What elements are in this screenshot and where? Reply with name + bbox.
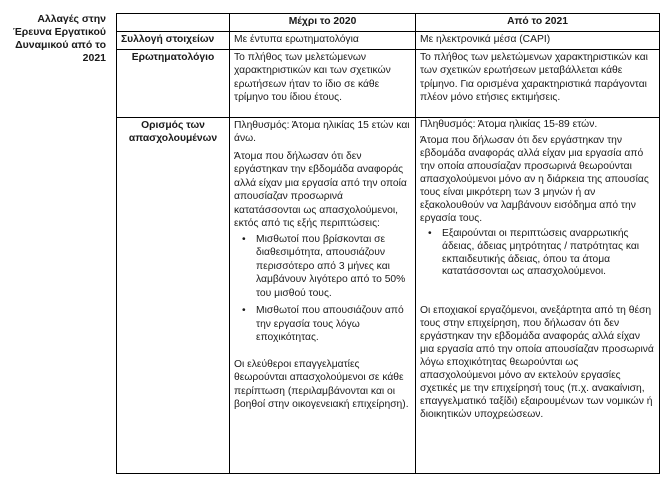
row-label-line: Ορισμός των <box>141 119 205 131</box>
cell-before-questionnaire: Το πλήθος των μελετώμενων χαρακτηριστικών και των σχετικών ερωτήσεων ήταν το ίδιο σε κάθε τρίμηνο του ίδιου έτους. <box>230 49 416 117</box>
table-header-row <box>117 14 660 32</box>
sidebar-title-line: Αλλαγές στην <box>37 13 106 25</box>
intro-text: Άτομα που δήλωσαν ότι δεν εργάστηκαν την εβδομάδα αναφοράς αλλά είχαν μια εργασία από την οποία απουσίαζαν προσωρινά θεωρούνται απασχολούμενοι μόνο αν η διάρκεια της απουσίας τους είναι μικρότερη των 3 μηνών ή αν εξακολουθούν να λαμβάνουν εισόδημα από την εργασία τους. <box>420 135 649 224</box>
row-label-questionnaire: Ερωτηματολόγιο <box>117 49 230 117</box>
sidebar-title-line: Έρευνα Εργατικού <box>12 26 106 38</box>
closing-text: Οι εποχιακοί εργαζόμενοι, ανεξάρτητα από τη θέση τους στην επιχείρηση, που δήλωσαν ότι δεν εργάστηκαν την εβδομάδα αναφοράς αλλά είχαν μια εργασία από την οποία απουσίαζαν προσωρινά λόγω εποχικότητας θεωρούνται ως απασχολούμενοι μόνο αν εκτελούν εργασίες σχετικές με την επιχείρησή τους (π.χ. ανακαίνιση, επαγγελματικό ταξίδι) εξαιρουμένων των νομικών ή διοικητικών υποχρεώσεων. <box>420 305 654 420</box>
sidebar-title <box>6 13 106 65</box>
cell-after-employed-definition <box>416 117 660 473</box>
cell-before-data-collection: Με έντυπα ερωτηματολόγια <box>230 32 416 50</box>
cell-after-data-collection: Με ηλεκτρονικά μέσα (CAPI) <box>416 32 660 50</box>
sidebar-title-line: Δυναμικού από το <box>15 39 106 51</box>
list-item: • Μισθωτοί που βρίσκονται σε διαθεσιμότητα, απουσιάζουν περισσότερο από 3 μήνες και λαμβάνουν λιγότερο από το 50% του μισθού τους. <box>234 233 411 301</box>
table-row <box>117 32 660 50</box>
comparison-table <box>116 13 660 474</box>
row-label-data-collection: Συλλογή στοιχείων <box>117 32 230 50</box>
population-text: Πληθυσμός: Άτομα ηλικίας 15-89 ετών. <box>420 118 598 130</box>
sidebar-title-line: 2021 <box>82 52 106 64</box>
list-item: • Μισθωτοί που απουσιάζουν από την εργασία τους λόγω εποχικότητας. <box>234 304 411 345</box>
header-cell-before: Μέχρι το 2020 <box>230 14 416 32</box>
row-label-employed-definition <box>117 117 230 473</box>
closing-text: Οι ελεύθεροι επαγγελματίες θεωρούνται απασχολούμενοι σε κάθε περίπτωση (περιλαμβάνονται και οι βοηθοί στην οικογενειακή επιχείρηση). <box>234 358 409 410</box>
header-cell-empty <box>117 14 230 32</box>
cell-before-employed-definition <box>230 117 416 473</box>
cell-after-questionnaire: Το πλήθος των μελετώμενων χαρακτηριστικών και των σχετικών ερωτήσεων μεταβάλλεται κάθε τρίμηνο. Για ορισμένα χαρακτηριστικά παράγονται πλέον μόνο ετήσιες εκτιμήσεις. <box>416 49 660 117</box>
exceptions-list <box>420 228 655 280</box>
intro-text: Άτομα που δήλωσαν ότι δεν εργάστηκαν την εβδομάδα αναφοράς αλλά είχαν μια εργασία από την οποία απουσίαζαν προσωρινά κατατάσσονται ως απασχολούμενοι, εκτός από τις εξής περιπτώσεις: <box>234 150 407 229</box>
population-text: Πληθυσμός: Άτομα ηλικίας 15 ετών και άνω. <box>234 119 410 144</box>
list-item: • Εξαιρούνται οι περιπτώσεις αναρρωτικής άδειας, άδειας μητρότητας / πατρότητας και εκπαιδευτικής άδειας, όπου τα άτομα κατατάσσονται ως απασχολούμενοι. <box>420 228 655 280</box>
table-row <box>117 117 660 473</box>
header-cell-after: Από το 2021 <box>416 14 660 32</box>
exceptions-list <box>234 233 411 345</box>
table-row <box>117 49 660 117</box>
row-label-line: απασχολουμένων <box>128 133 218 144</box>
